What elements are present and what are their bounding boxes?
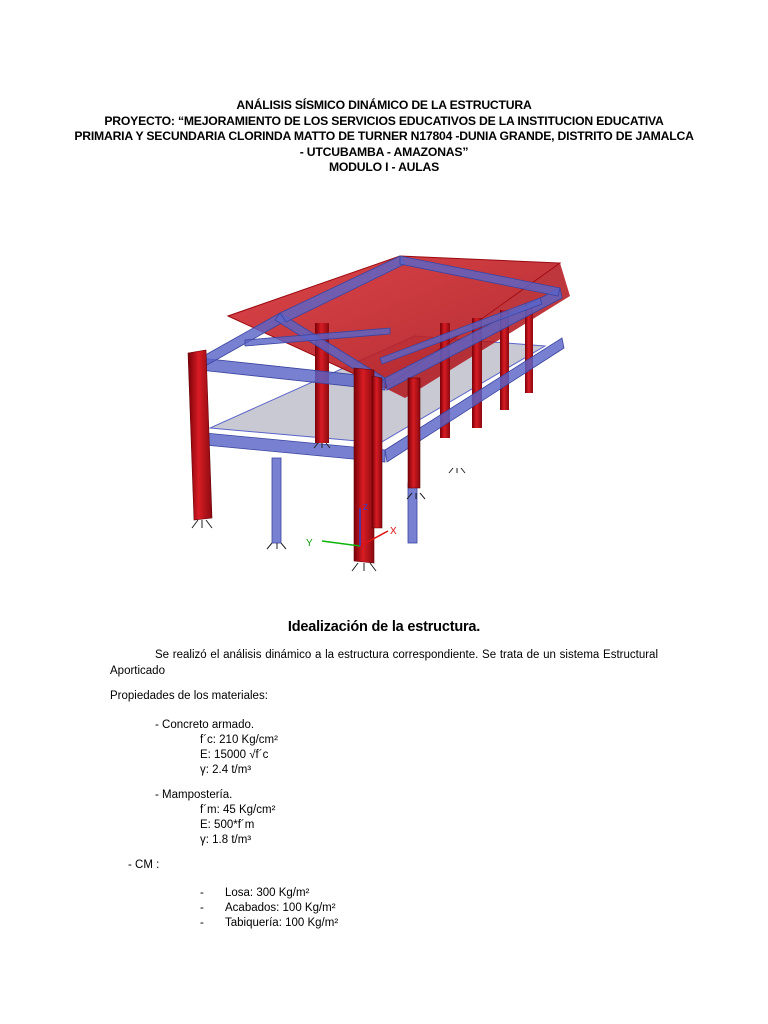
cm-item-acabados: Acabados: 100 Kg/m² [225,902,336,914]
axis-y-label: Y [306,538,313,549]
structure-3d-model-figure [150,228,630,588]
concrete-title: - Concreto armado. [155,719,255,731]
masonry-gamma: γ: 1.8 t/m³ [200,834,252,846]
cm-item-dash: - [200,902,204,914]
cm-item-tabiqueria: Tabiquería: 100 Kg/m² [225,917,339,929]
header-project-line: PROYECTO: “MEJORAMIENTO DE LOS SERVICIOS EDUCATIVOS DE LA INSTITUCION EDUCATIVA [104,113,664,128]
axis-z-label: Z [363,503,368,512]
section-title: Idealización de la estructura. [287,619,481,635]
masonry-fm: f´m: 45 Kg/cm² [200,804,276,816]
masonry-title: - Mampostería. [155,789,233,801]
header-project-line: - UTCUBAMBA - AMAZONAS” [299,144,469,159]
axis-x-label: X [390,526,397,537]
description-paragraph: Se realizó el análisis dinámico a la estructura correspondiente. Se trata de un sistema Estructural Aporticado [110,649,658,677]
header-project-line: PRIMARIA Y SECUNDARIA CLORINDA MATTO DE TURNER N17804 -DUNIA GRANDE, DISTRITO DE JAMALCA [74,129,694,143]
document-header [60,98,708,176]
supports [192,443,465,571]
cm-item-dash: - [200,887,204,899]
masonry-e: E: 500*f´m [200,819,255,831]
header-title: ANÁLISIS SÍSMICO DINÁMICO DE LA ESTRUCTURA [236,98,532,112]
concrete-gamma: γ: 2.4 t/m³ [200,764,252,776]
cm-label: - CM : [128,859,160,871]
header-module: MODULO I - AULAS [328,160,440,174]
cm-item-dash: - [200,917,204,929]
materials-heading: Propiedades de los materiales: [110,690,268,702]
concrete-e: E: 15000 √f´c [200,749,269,761]
concrete-fc: f´c: 210 Kg/cm² [200,734,278,746]
cm-item-losa: Losa: 300 Kg/m² [225,887,310,899]
